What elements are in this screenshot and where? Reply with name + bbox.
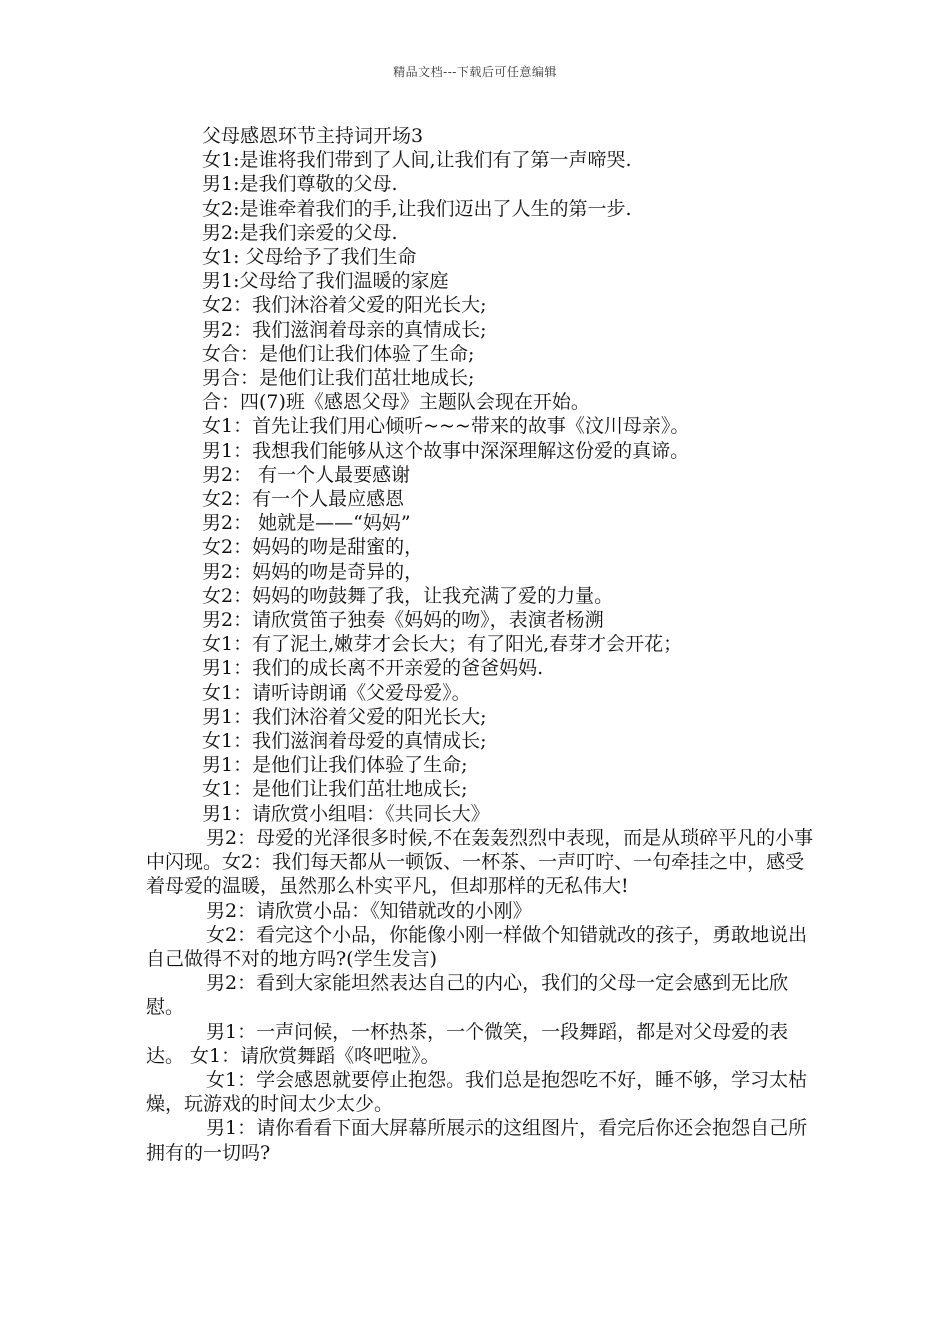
page-header: 精品文档---下载后可任意编辑 <box>393 65 557 79</box>
script-line: 女1：有了泥土,嫩芽才会长大；有了阳光,春芽才会开花； <box>202 633 683 656</box>
script-line: 男1:是我们尊敬的父母. <box>202 173 398 196</box>
script-line: 男1：我们沐浴着父爱的阳光长大; <box>202 705 487 728</box>
script-line: 女1:是谁将我们带到了人间,让我们有了第一声啼哭. <box>202 149 632 172</box>
script-paragraph: 男1：请你看看下面大屏幕所展示的这组图片，看完后你还会抱怨自己所拥有的一切吗? <box>146 1117 808 1164</box>
script-paragraph: 女2：看完这个小品，你能像小刚一样做个知错就改的孩子，勇敢地说出自己做得不对的地方吗?(学生发言) <box>146 923 808 970</box>
script-line: 女1：是他们让我们茁壮地成长; <box>202 778 468 801</box>
script-line: 男1:父母给了我们温暖的家庭 <box>202 270 449 293</box>
script-line: 男2： 有一个人最要感谢 <box>202 463 411 486</box>
script-line: 女1：我们滋润着母爱的真情成长; <box>202 730 487 753</box>
script-line: 女2：妈妈的吻鼓舞了我，让我充满了爱的力量。 <box>202 584 614 607</box>
script-paragraph: 男1：一声问候，一杯热茶，一个微笑，一段舞蹈，都是对父母爱的表达。 女1：请欣赏舞蹈《咚吧啦》。 <box>146 1020 789 1067</box>
script-paragraph: 男2：看到大家能坦然表达自己的内心，我们的父母一定会感到无比欣慰。 <box>146 972 789 1019</box>
script-paragraph: 男2：请欣赏小品：《知错就改的小刚》 <box>206 899 532 922</box>
doc-title: 父母感恩环节主持词开场3 <box>202 125 424 147</box>
script-line: 男2：我们滋润着母亲的真情成长; <box>202 318 487 341</box>
script-line: 女1: 父母给予了我们生命 <box>202 246 417 269</box>
script-line: 女合：是他们让我们体验了生命; <box>202 342 475 365</box>
script-line: 男1：我想我们能够从这个故事中深深理解这份爱的真谛。 <box>202 439 690 462</box>
script-line: 男1：是他们让我们体验了生命; <box>202 754 468 777</box>
script-paragraph: 女1：学会感恩就要停止抱怨。我们总是抱怨吃不好，睡不够，学习太枯燥，玩游戏的时间太少太少。 <box>146 1068 808 1116</box>
script-line: 男2:是我们亲爱的父母. <box>202 221 398 244</box>
document-body <box>146 124 816 1165</box>
script-line: 女2：我们沐浴着父爱的阳光长大; <box>202 294 487 317</box>
script-line: 合：四(7)班《感恩父母》主题队会现在开始。 <box>202 391 590 414</box>
script-line: 男2： 她就是——“妈妈” <box>202 512 411 535</box>
script-line: 男合：是他们让我们茁壮地成长; <box>202 367 475 390</box>
script-line: 女2：有一个人最应感恩 <box>202 488 405 511</box>
script-line: 男2：请欣赏笛子独奏《妈妈的吻》，表演者杨溯 <box>202 609 604 632</box>
script-line: 女1：首先让我们用心倾听~~~带来的故事《汶川母亲》。 <box>202 415 690 438</box>
script-paragraph: 男2：母爱的光泽很多时候,不在轰轰烈烈中表现，而是从琐碎平凡的小事中闪现。女2：我们每天都从一顿饭、一杯茶、一声叮咛、一句牵挂之中，感受着母爱的温暖，虽然那么朴实平凡，但却那样的无私伟大! <box>146 826 814 898</box>
script-line: 女2：妈妈的吻是甜蜜的， <box>202 536 424 559</box>
script-line: 男2：妈妈的吻是奇异的， <box>202 560 424 583</box>
script-line: 男1：我们的成长离不开亲爱的爸爸妈妈. <box>202 657 544 680</box>
script-line: 男1：请欣赏小组唱：《共同长大》 <box>202 802 490 825</box>
script-line: 女1：请听诗朗诵《父爱母爱》。 <box>202 681 471 704</box>
script-line: 女2:是谁牵着我们的手,让我们迈出了人生的第一步. <box>202 197 632 220</box>
